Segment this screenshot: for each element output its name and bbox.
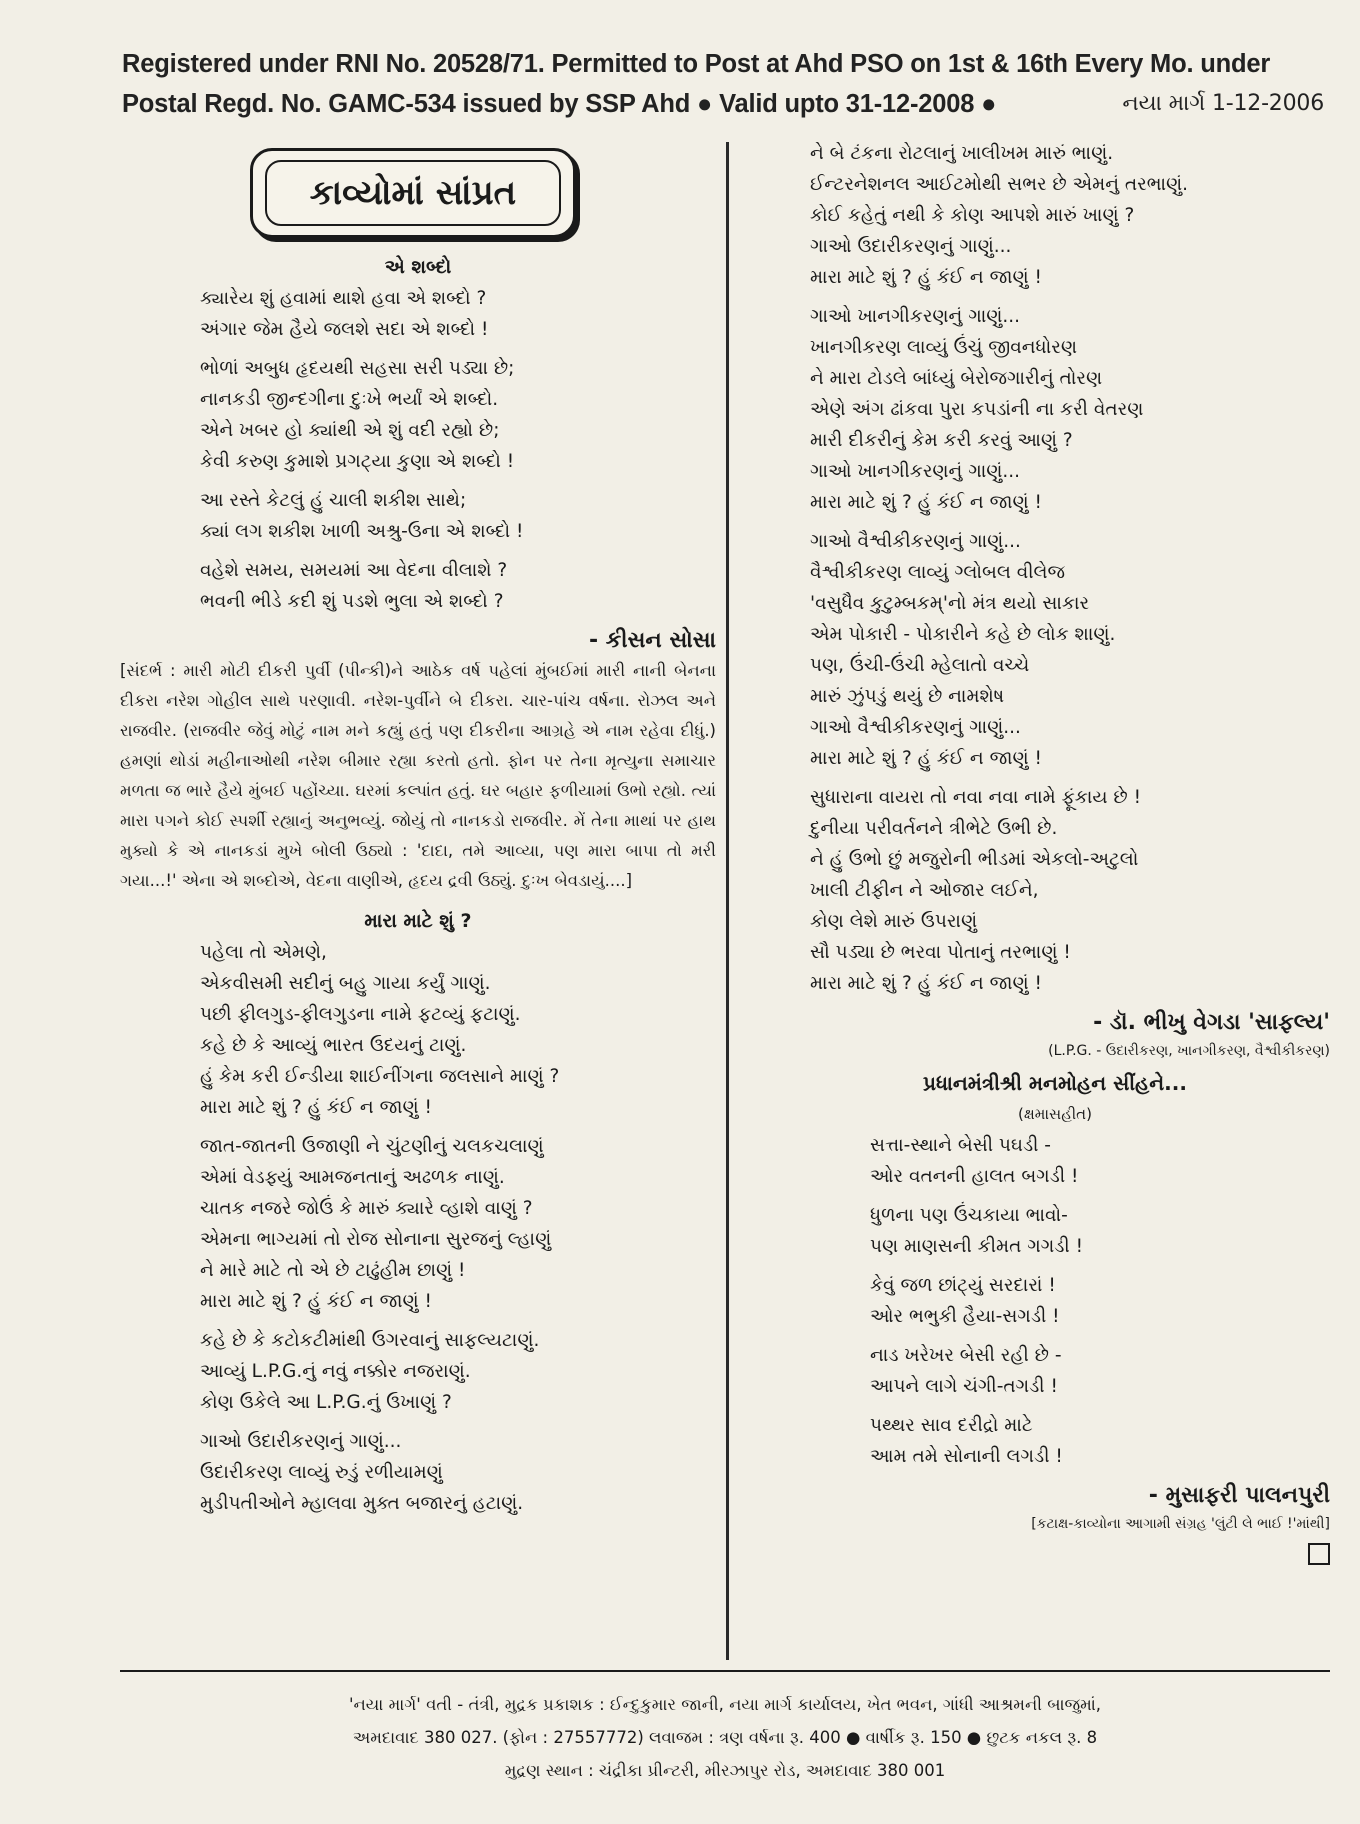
right-column [750, 138, 1330, 1565]
poem-line: એમ પોકારી - પોકારીને કહે છે લોક શાણું. [810, 624, 1116, 645]
section-title-box [250, 148, 576, 238]
poem-line: ચાતક નજરે જોઉં કે મારું ક્યારે વ્હાશે વાણું ? [200, 1198, 533, 1219]
poem-line: સુધારાના વાયરા તો નવા નવા નામે ફૂંકાય છે ! [810, 787, 1142, 808]
section-title: કાવ્યોમાં સાંપ્રત [265, 160, 561, 226]
footer-line-3: મુદ્રણ સ્થાન : ચંદ્રીકા પ્રીન્ટરી, મીરઝાપુર રોડ, અમદાવાદ 380 001 [504, 1761, 946, 1780]
left-column [120, 142, 716, 1527]
poem-line: મારા માટે શું ? હું કંઈ ન જાણું ! [810, 973, 1042, 994]
poem1-author: - કીસન સોસા [588, 628, 716, 653]
poem1-stanza [200, 283, 716, 345]
poem2-stanza [810, 138, 1330, 293]
poem-line: ઉદારીકરણ લાવ્યું રુડું રળીયામણું [200, 1462, 443, 1483]
poem-line: વહેશે સમય, સમયમાં આ વેદના વીલાશે ? [200, 560, 508, 581]
poem2-body-right [750, 138, 1330, 999]
poem-line: સત્તા-સ્થાને બેસી પઘડી - [870, 1135, 1051, 1156]
poem-line: ને બે ટંકના રોટલાનું ખાલીખમ મારું ભાણું. [810, 143, 1114, 164]
imprint-footer [120, 1688, 1330, 1787]
poem-line: મારા માટે શું ? હું કંઈ ન જાણું ! [200, 1291, 432, 1312]
poem-line: 'વસુધૈવ કુટુમ્બકમ્'નો મંત્ર થયો સાકાર [810, 593, 1090, 614]
poem2-stanza [200, 1131, 716, 1317]
poem2-stanza [200, 1426, 716, 1519]
poem-line: ઓર વતનની હાલત બગડી ! [870, 1166, 1079, 1187]
poem-line: કોણ લેશે મારું ઉપરાણું [810, 911, 978, 932]
poem-line: પહેલા તો એમણે, [200, 942, 327, 963]
poem-line: ખાનગીકરણ લાવ્યું ઉંચું જીવનધોરણ [810, 337, 1077, 358]
poem2-stanza [810, 782, 1330, 999]
poem2-stanza [200, 1325, 716, 1418]
poem2-author: - ડૉ. ભીખુ વેગડા 'સાફલ્ય' [1093, 1010, 1330, 1035]
poem-line: મારા માટે શું ? હું કંઈ ન જાણું ! [810, 267, 1042, 288]
poem-line: ગાઓ ખાનગીકરણનું ગાણું... [810, 306, 1021, 327]
poem-line: આમ તમે સોનાની લગડી ! [870, 1446, 1063, 1467]
column-divider [726, 142, 729, 1660]
poem-line: મારા માટે શું ? હું કંઈ ન જાણું ! [810, 748, 1042, 769]
poem-line: ખાલી ટીફીન ને ઓજાર લઈને, [810, 880, 1039, 901]
poem3-stanza [870, 1270, 1330, 1332]
poem1-title: એ શબ્દો [384, 256, 452, 278]
header-line-2-text: Postal Regd. No. GAMC-534 issued by SSP Ahd ● Valid upto 31-12-2008 ● [122, 90, 997, 118]
poem1-stanza [200, 353, 716, 477]
poem-line: એને ખબર હો ક્યાંથી એ શું વદી રહ્યો છે; [200, 420, 500, 441]
poem-line: જાત-જાતની ઉજાણી ને ચુંટણીનું ચલકચલાણું [200, 1136, 544, 1157]
poem-line: મારા માટે શું ? હું કંઈ ન જાણું ! [810, 492, 1042, 513]
poem-line: કહે છે કે કટોકટીમાંથી ઉગરવાનું સાફલ્યટાણું. [200, 1330, 540, 1351]
poem2-stanza [810, 301, 1330, 518]
poem3-note: [કટાક્ષ-કાવ્યોના આગામી સંગ્રહ 'લુંટી લે ભાઈ !'માંથી] [1031, 1516, 1330, 1532]
poem2-stanza [810, 526, 1330, 774]
poem3-subtitle: (ક્ષમાસહીત) [1018, 1105, 1092, 1123]
poem2-stanza [200, 937, 716, 1123]
poem-line: ઓર ભભુકી હૈયા-સગડી ! [870, 1306, 1060, 1327]
postal-header [122, 44, 1322, 124]
poem3-stanza [870, 1340, 1330, 1402]
poem2-title: મારા માટે શું ? [364, 910, 472, 932]
poem-line: મારું ઝુંપડું થયું છે નામશેષ [810, 686, 1005, 707]
poem3-stanza [870, 1130, 1330, 1192]
end-mark-icon [1308, 1543, 1330, 1565]
poem-line: કોણ ઉકેલે આ L.P.G.નું ઉખાણું ? [200, 1392, 452, 1413]
poem-line: સૌ પડ્યા છે ભરવા પોતાનું તરભાણું ! [810, 942, 1071, 963]
poem-line: ક્યાં લગ શકીશ ખાળી અશ્રુ-ઉના એ શબ્દો ! [200, 521, 524, 542]
poem3-stanza [870, 1200, 1330, 1262]
poem1-body [120, 283, 716, 617]
poem-line: ને મારે માટે તો એ છે ટાઢુંહીમ છાણું ! [200, 1260, 466, 1281]
poem-line: ગાઓ વૈશ્વીકીકરણનું ગાણું... [810, 531, 1021, 552]
poem1-stanza [200, 555, 716, 617]
poem-line: પણ, ઉંચી-ઉંચી મ્હેલાતો વચ્ચે [810, 655, 1030, 676]
poem-line: પથ્થર સાવ દરીદ્રો માટે [870, 1415, 1033, 1436]
poem2-body-left [120, 937, 716, 1519]
poem3-title: પ્રધાનમંત્રીશ્રી મનમોહન સીંહને... [923, 1071, 1187, 1095]
poem-line: નાડ ખરેખર બેસી રહી છે - [870, 1345, 1062, 1366]
poem-line: એમાં વેડફ્યું આમજનતાનું અઢળક નાણું. [200, 1167, 505, 1188]
poem-line: ગાઓ ઉદારીકરણનું ગાણું... [810, 236, 1012, 257]
poem-line: પછી ફીલગુડ-ફીલગુડના નામે ફટવ્યું ફટાણું. [200, 1004, 521, 1025]
poem-line: આવ્યું L.P.G.નું નવું નક્કોર નજરાણું. [200, 1361, 471, 1382]
footer-line-1: 'નયા માર્ગ' વતી - તંત્રી, મુદ્રક પ્રકાશક : ઈન્દુકુમાર જાની, નયા માર્ગ કાર્યાલય, ખેત ભવન, ગાંધી આશ્રમની બાજુમાં, [348, 1695, 1102, 1714]
publication-date: નયા માર્ગ 1-12-2006 [1122, 91, 1324, 116]
poem-line: એકવીસમી સદીનું બહુ ગાયા કર્યું ગાણું. [200, 973, 491, 994]
poem-line: આપને લાગે ચંગી-તગડી ! [870, 1376, 1058, 1397]
poem1-stanza [200, 485, 716, 547]
poem-line: કોઈ કહેતું નથી કે કોણ આપશે મારું ખાણું ? [810, 205, 1135, 226]
poem3-author: - મુસાફરી પાલનપુરી [1148, 1483, 1330, 1508]
footer-line-2: અમદાવાદ 380 027. (ફોન : 27557772) લવાજમ : ત્રણ વર્ષના રૂ. 400 ● વાર્ષીક રૂ. 150 ● છુટક નકલ રૂ. 8 [352, 1728, 1098, 1747]
poem-line: કહે છે કે આવ્યું ભારત ઉદયનું ટાણું. [200, 1035, 467, 1056]
poem-line: ભોળાં અબુધ હૃદયથી સહસા સરી પડ્યા છે; [200, 358, 515, 379]
poem-line: ગાઓ વૈશ્વીકીકરણનું ગાણું... [810, 717, 1021, 738]
header-line-1: Registered under RNI No. 20528/71. Permitted to Post at Ahd PSO on 1st & 16th Every Mo. under [122, 50, 1271, 78]
poem-line: દુનીયા પરીવર્તનને ત્રીભેટે ઉભી છે. [810, 818, 1058, 839]
poem-line: નાનકડી જીન્દગીના દુઃખે ભર્યાં એ શબ્દો. [200, 389, 499, 410]
poem-line: મારા માટે શું ? હું કંઈ ન જાણું ! [200, 1097, 432, 1118]
poem-line: કેવું જળ છાંટ્યું સરદારાં ! [870, 1275, 1056, 1296]
poem-line: મુડીપતીઓને મ્હાલવા મુક્ત બજારનું હટાણું. [200, 1493, 524, 1514]
poem-line: અંગાર જેમ હૈયે જલશે સદા એ શબ્દો ! [200, 319, 489, 340]
poem-line: ઈન્ટરનેશનલ આઈટમોથી સભર છે એમનું તરભાણું. [810, 174, 1189, 195]
poem-line: ક્યારેય શું હવામાં થાશે હવા એ શબ્દો ? [200, 288, 487, 309]
poem-line: એણે અંગ ઢાંકવા પુરા કપડાંની ના કરી વેતરણ [810, 399, 1144, 420]
poem-line: વૈશ્વીકીકરણ લાવ્યું ગ્લોબલ વીલેજ [810, 562, 1065, 583]
poem-line: ને મારા ટોડલે બાંધ્યું બેરોજગારીનું તોરણ [810, 368, 1103, 389]
poem-line: એમના ભાગ્યમાં તો રોજ સોનાના સુરજનું લ્હાણું [200, 1229, 552, 1250]
poem-line: પણ માણસની કીમત ગગડી ! [870, 1236, 1083, 1257]
poem1-note: [સંદર્ભ : મારી મોટી દીકરી પુર્વી (પીન્કી)ને આઠેક વર્ષ પહેલાં મુંબઈમાં મારી નાની બેનના દીકરા નરેશ ગોહીલ સાથે પરણાવી. નરેશ-પુર્વીને બે દીકરા. ચાર-પાંચ વર્ષના. રોઝલ અને રાજવીર. (રાજવીર જેવું મોટું નામ મને કહ્યું હતું પણ દીકરીના આગ્રહે એ નામ રહેવા દીધું.) હમણાં થોડાં મહીનાઓથી નરેશ બીમાર રહ્યા કરતો હતો. ફોન પર તેના મૃત્યુના સમાચાર મળતા જ ભારે હૈયે મુંબઈ પહોંચ્યા. ઘરમાં કલ્પાંત હતું. ઘર બહાર ફળીયામાં ઉભો રહ્યો. ત્યાં મારા પગને કોઈ સ્પર્શી રહ્યાનું અનુભવ્યું. જોયું તો નાનકડો રાજવીર. મેં તેના માથાં પર હાથ મુક્યો કે એ નાનકડાં મુખે બોલી ઉઠ્યો : 'દાદા, તમે આવ્યા, પણ મારા બાપા તો મરી ગયા...!' એના એ શબ્દોએ, વેદના વાણીએ, હૃદય દ્રવી ઉઠ્યું. દુઃખ બેવડાયું....] [120, 661, 716, 890]
poem-line: ધુળના પણ ઉંચકાયા ભાવો- [870, 1205, 1068, 1226]
poem-line: મારી દીકરીનું કેમ કરી કરવું આણું ? [810, 430, 1073, 451]
poem-line: હું કેમ કરી ઈન્ડીયા શાઈનીંગના જલસાને માણું ? [200, 1066, 560, 1087]
poem2-note: (L.P.G. - ઉદારીકરણ, ખાનગીકરણ, વૈશ્વીકીકરણ) [1048, 1043, 1330, 1059]
poem-line: ગાઓ ઉદારીકરણનું ગાણું... [200, 1431, 402, 1452]
poem-line: આ રસ્તે કેટલું હું ચાલી શકીશ સાથે; [200, 490, 467, 511]
poem-line: કેવી કરુણ કુમાશે પ્રગટ્યા કુણા એ શબ્દો ! [200, 451, 515, 472]
poem3-body [750, 1130, 1330, 1472]
poem-line: ગાઓ ખાનગીકરણનું ગાણું... [810, 461, 1021, 482]
poem3-stanza [870, 1410, 1330, 1472]
footer-rule [120, 1670, 1330, 1672]
poem-line: ને હું ઉભો છું મજુરોની ભીડમાં એકલો-અટુલો [810, 849, 1139, 870]
poem-line: ભવની ભીડે કદી શું પડશે ભુલા એ શબ્દો ? [200, 591, 504, 612]
header-line-2 [122, 84, 1322, 124]
